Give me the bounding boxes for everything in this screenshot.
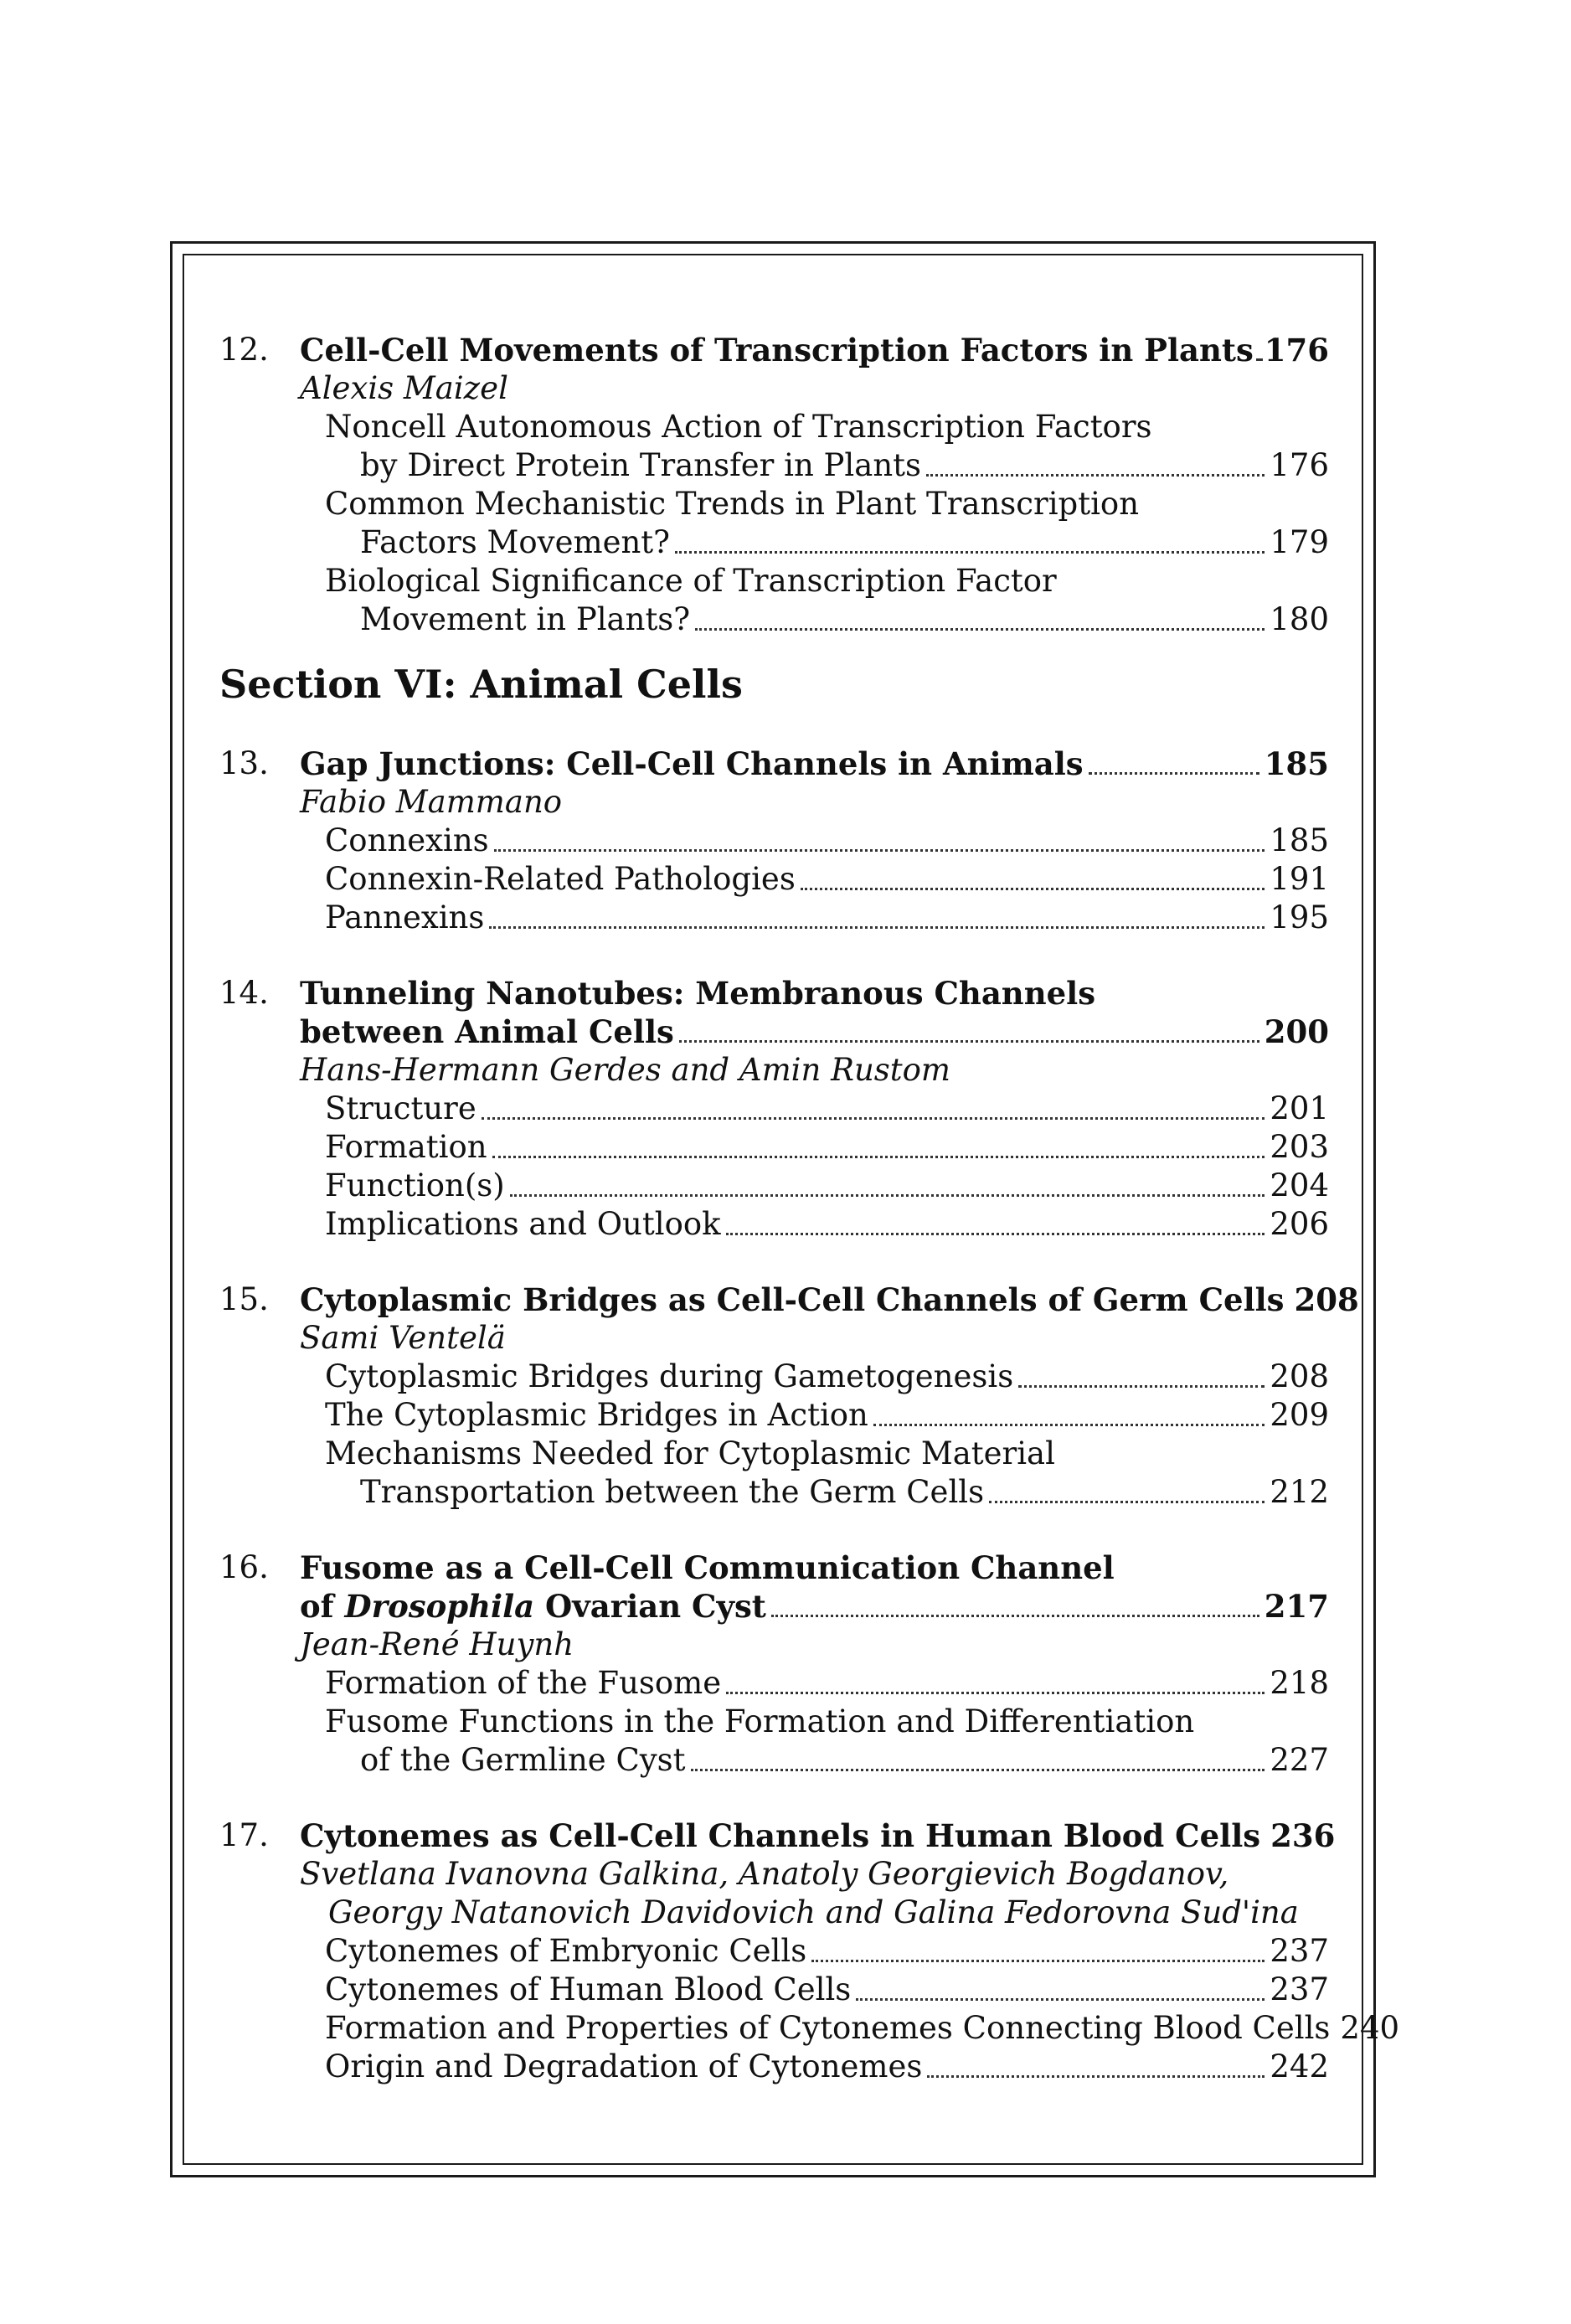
section-title: Connexin-Related Pathologies xyxy=(325,861,796,897)
page-number: 185 xyxy=(1270,822,1329,858)
dot-leader xyxy=(675,551,1265,554)
table-of-contents xyxy=(219,331,1400,2086)
chapter-title[interactable] xyxy=(300,331,1329,369)
dot-leader xyxy=(691,1769,1265,1771)
page-number: 204 xyxy=(1270,1167,1329,1203)
chapter-15 xyxy=(219,1281,1359,1512)
section-entry[interactable] xyxy=(325,1703,1329,1780)
dot-leader xyxy=(811,1960,1265,1962)
section-title: Pannexins xyxy=(325,899,485,935)
dot-leader xyxy=(771,1615,1259,1617)
page-number: 185 xyxy=(1264,745,1329,782)
chapter-title-text: Cell-Cell Movements of Transcription Factors in Plants xyxy=(300,332,1254,368)
spacer xyxy=(219,937,1329,974)
section-title-line1: Mechanisms Needed for Cytoplasmic Material xyxy=(325,1435,1055,1471)
dot-leader xyxy=(726,1692,1265,1694)
title-part: Ovarian Cyst xyxy=(534,1588,766,1625)
section-title-line2: Movement in Plants? xyxy=(360,601,691,637)
section-entry[interactable] xyxy=(325,1664,1329,1703)
section-title-line1: Fusome Functions in the Formation and Differentiation xyxy=(325,1703,1195,1739)
section-entry[interactable] xyxy=(325,408,1329,485)
section-title-line2: Transportation between the Germ Cells xyxy=(360,1474,985,1510)
section-title-line1: Common Mechanistic Trends in Plant Transcription xyxy=(325,486,1140,522)
page-number: 179 xyxy=(1270,524,1329,560)
dot-leader xyxy=(489,926,1265,929)
chapter-number: 13. xyxy=(219,745,269,781)
section-title-line2: Factors Movement? xyxy=(360,524,670,560)
dot-leader xyxy=(801,888,1265,890)
dot-leader xyxy=(989,1501,1265,1503)
chapter-title-text: Cytoplasmic Bridges as Cell-Cell Channels of Germ Cells xyxy=(300,1281,1285,1318)
page-number: 242 xyxy=(1270,2048,1329,2084)
chapter-number: 12. xyxy=(219,332,269,368)
page-number: 237 xyxy=(1270,1933,1329,1969)
chapter-author: Fabio Mammano xyxy=(300,784,563,820)
section-entry[interactable] xyxy=(325,2009,1400,2048)
chapter-author: Alexis Maizel xyxy=(300,370,508,406)
section-title: Formation and Properties of Cytonemes Connecting Blood Cells xyxy=(325,2010,1331,2046)
section-title: Function(s) xyxy=(325,1167,505,1203)
section-title-line2: by Direct Protein Transfer in Plants xyxy=(360,447,922,483)
section-entry[interactable] xyxy=(325,1167,1329,1205)
section-entry[interactable] xyxy=(325,1396,1329,1435)
chapter-author: Jean-René Huynh xyxy=(300,1626,574,1662)
dot-leader xyxy=(494,849,1265,852)
page-number: 191 xyxy=(1270,861,1329,897)
title-part: of xyxy=(300,1588,345,1625)
chapter-14 xyxy=(219,974,1329,1244)
chapter-title[interactable] xyxy=(300,1816,1336,1855)
section-title: Formation xyxy=(325,1129,487,1165)
section-title-line1: Noncell Autonomous Action of Transcription Factors xyxy=(325,409,1152,445)
section-entry[interactable] xyxy=(325,1932,1329,1971)
spacer xyxy=(219,1780,1329,1816)
chapter-author: Svetlana Ivanovna Galkina, Anatoly Georgievich Bogdanov, xyxy=(300,1856,1229,1892)
page-number: 236 xyxy=(1270,1817,1336,1854)
section-entry[interactable] xyxy=(325,562,1329,639)
page-number: 206 xyxy=(1270,1206,1329,1242)
section-entry[interactable] xyxy=(325,1128,1329,1167)
section-title: The Cytoplasmic Bridges in Action xyxy=(325,1397,868,1433)
chapter-author: Hans-Hermann Gerdes and Amin Rustom xyxy=(300,1052,950,1088)
page-number: 195 xyxy=(1270,899,1329,935)
chapter-number: 16. xyxy=(219,1549,269,1585)
section-title: Formation of the Fusome xyxy=(325,1665,722,1701)
chapter-title-text: Gap Junctions: Cell-Cell Channels in Animals xyxy=(300,745,1084,782)
chapter-number: 14. xyxy=(219,975,269,1011)
section-entry[interactable] xyxy=(325,1358,1329,1396)
page-number: 208 xyxy=(1294,1281,1359,1318)
section-entry[interactable] xyxy=(325,1435,1329,1512)
page-number: 240 xyxy=(1340,2010,1400,2046)
section-title-line2: of the Germline Cyst xyxy=(360,1742,686,1778)
page-number: 176 xyxy=(1270,447,1329,483)
section-title: Connexins xyxy=(325,822,489,858)
spacer xyxy=(219,1244,1329,1281)
chapter-title-line1[interactable]: Fusome as a Cell-Cell Communication Channel xyxy=(300,1549,1115,1586)
chapter-16 xyxy=(219,1548,1329,1780)
dot-leader xyxy=(492,1156,1265,1158)
species-name: Drosophila xyxy=(344,1588,535,1625)
section-entry[interactable] xyxy=(325,1971,1329,2009)
section-title: Origin and Degradation of Cytonemes xyxy=(325,2048,923,2084)
page-number: 209 xyxy=(1270,1397,1329,1433)
page-number: 212 xyxy=(1270,1474,1329,1510)
chapter-title[interactable] xyxy=(300,1281,1359,1319)
section-heading: Section VI: Animal Cells xyxy=(219,662,743,707)
section-title-line1: Biological Significance of Transcription Factor xyxy=(325,563,1057,599)
chapter-title[interactable] xyxy=(300,1013,1329,1051)
section-title: Cytonemes of Embryonic Cells xyxy=(325,1933,807,1969)
chapter-number: 15. xyxy=(219,1281,269,1317)
section-title: Cytonemes of Human Blood Cells xyxy=(325,1971,852,2007)
section-entry[interactable] xyxy=(325,1090,1329,1128)
chapter-title-line1[interactable]: Tunneling Nanotubes: Membranous Channels xyxy=(300,975,1096,1012)
section-entry[interactable] xyxy=(325,1205,1329,1244)
dot-leader xyxy=(482,1117,1265,1120)
dot-leader xyxy=(873,1424,1265,1426)
page-number: 203 xyxy=(1270,1129,1329,1165)
dot-leader xyxy=(927,2075,1265,2078)
chapter-title[interactable] xyxy=(300,1587,1329,1626)
section-entry[interactable] xyxy=(325,485,1329,562)
dot-leader xyxy=(510,1194,1265,1197)
chapter-12 xyxy=(219,331,1329,639)
section-entry[interactable] xyxy=(325,860,1329,899)
page-number: 237 xyxy=(1270,1971,1329,2007)
page-number: 180 xyxy=(1270,601,1329,637)
section-entry[interactable] xyxy=(325,899,1329,937)
page-number: 208 xyxy=(1270,1358,1329,1394)
dot-leader xyxy=(1018,1385,1265,1388)
section-title: Implications and Outlook xyxy=(325,1206,721,1242)
section-title: Cytoplasmic Bridges during Gametogenesis xyxy=(325,1358,1014,1394)
chapter-title-line2: between Animal Cells xyxy=(300,1013,674,1050)
page-number: 227 xyxy=(1270,1742,1329,1778)
chapter-title[interactable] xyxy=(300,745,1329,783)
chapter-title-text: Cytonemes as Cell-Cell Channels in Human Blood Cells xyxy=(300,1817,1261,1854)
spacer xyxy=(219,1512,1329,1548)
dot-leader xyxy=(679,1040,1259,1043)
dot-leader xyxy=(1089,772,1259,775)
chapter-author-continued: Georgy Natanovich Davidovich and Galina Fedorovna Sud'ina xyxy=(328,1894,1299,1930)
section-entry[interactable] xyxy=(325,822,1329,860)
dot-leader xyxy=(726,1233,1265,1235)
page-number: 176 xyxy=(1264,332,1329,368)
page-number: 218 xyxy=(1270,1665,1329,1701)
page-number: 200 xyxy=(1264,1013,1329,1050)
page-number: 217 xyxy=(1264,1588,1329,1625)
chapter-number: 17. xyxy=(219,1817,269,1853)
section-entry[interactable] xyxy=(325,2048,1329,2086)
dot-leader xyxy=(856,1998,1265,2001)
chapter-title-line2 xyxy=(300,1587,766,1626)
section-title: Structure xyxy=(325,1090,476,1126)
page-number: 201 xyxy=(1270,1090,1329,1126)
chapter-17 xyxy=(219,1816,1400,2086)
dot-leader xyxy=(926,474,1265,477)
dot-leader xyxy=(695,628,1265,631)
chapter-author: Sami Ventelä xyxy=(300,1320,506,1356)
chapter-13 xyxy=(219,745,1329,937)
